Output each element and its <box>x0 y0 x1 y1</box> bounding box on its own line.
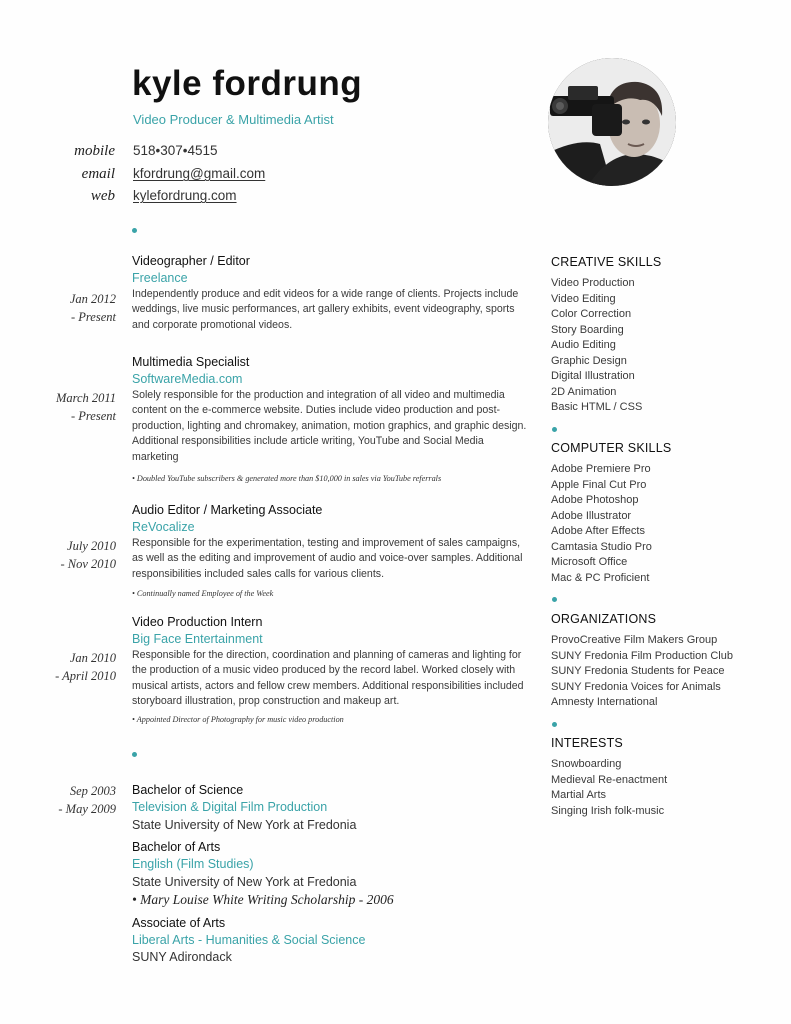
job-achievement: • Continually named Employee of the Week <box>132 589 274 598</box>
creative-skills-list <box>551 276 642 416</box>
job-description: Responsible for the experimentation, testing and improvement of sales campaigns, as well as the editing and improvement of audio and voice-over samples. Additional responsibilities included sales calls for various clients. <box>132 537 523 580</box>
degree-major: Television & Digital Film Production <box>132 800 328 814</box>
list-item: Microsoft Office <box>551 556 628 568</box>
portrait-photo <box>548 58 676 186</box>
job-date: March 2011 - Present <box>55 391 116 423</box>
job-org: SoftwareMedia.com <box>132 372 243 386</box>
list-item: Basic HTML / CSS <box>551 401 643 413</box>
list-item: SUNY Fredonia Voices for Animals <box>551 680 721 693</box>
list-item: Story Boarding <box>551 323 624 336</box>
degree-school: State University of New York at Fredonia <box>132 818 357 832</box>
interests-heading: INTERESTS <box>551 736 623 750</box>
list-item: Adobe Photoshop <box>551 494 639 506</box>
list-item: Video Production <box>551 277 635 289</box>
job-title: Videographer / Editor <box>132 254 250 268</box>
section-divider-dot <box>552 722 557 727</box>
section-divider-dot <box>552 597 557 602</box>
job-achievement: • Doubled YouTube subscribers & generated more than $10,000 in sales via YouTube referrals <box>132 474 442 483</box>
degree-title: Bachelor of Science <box>132 783 244 797</box>
list-item: Adobe After Effects <box>551 525 645 537</box>
job-achievement: • Appointed Director of Photography for music video production <box>132 715 344 724</box>
portrait-image <box>548 58 676 186</box>
list-item: Graphic Design <box>551 354 627 367</box>
job-org: Freelance <box>132 271 188 285</box>
section-divider-dot <box>132 752 137 757</box>
list-item: Camtasia Studio Pro <box>551 540 652 553</box>
web-link[interactable]: kylefordrung.com <box>133 188 237 203</box>
scholarship-note: • Mary Louise White Writing Scholarship - 2006 <box>132 892 394 907</box>
section-divider-dot <box>552 427 557 432</box>
interests-list <box>551 757 667 819</box>
list-item: SUNY Fredonia Students for Peace <box>551 665 725 677</box>
list-item: Mac & PC Proficient <box>551 571 650 584</box>
degree-major: Liberal Arts - Humanities & Social Science <box>132 933 366 947</box>
job-org: ReVocalize <box>132 520 195 534</box>
list-item: Color Correction <box>551 308 632 320</box>
job-org: Big Face Entertainment <box>132 632 263 646</box>
job-title: Multimedia Specialist <box>132 355 250 369</box>
list-item: SUNY Fredonia Film Production Club <box>551 649 733 662</box>
resume-name: kyle fordrung <box>132 64 363 103</box>
organizations-heading: ORGANIZATIONS <box>551 612 657 626</box>
list-item: Video Editing <box>551 292 616 305</box>
job-date: Jan 2010 - April 2010 <box>55 651 116 683</box>
list-item: Digital Illustration <box>551 370 635 382</box>
list-item: Snowboarding <box>551 758 622 770</box>
computer-skills-list <box>551 462 652 586</box>
mobile-label: mobile <box>74 143 115 159</box>
list-item: Adobe Premiere Pro <box>551 463 651 475</box>
list-item: Adobe Illustrator <box>551 509 632 522</box>
creative-skills-heading: CREATIVE SKILLS <box>551 255 662 269</box>
email-link[interactable]: kfordrung@gmail.com <box>133 166 266 181</box>
email-label: email <box>81 166 115 182</box>
degree-school: SUNY Adirondack <box>132 950 232 964</box>
section-divider-dot <box>132 228 137 233</box>
list-item: Martial Arts <box>551 789 607 801</box>
degree-major: English (Film Studies) <box>132 857 254 871</box>
education-date: Sep 2003 - May 2009 <box>58 784 116 816</box>
list-item: Medieval Re-enactment <box>551 773 668 786</box>
list-item: ProvoCreative Film Makers Group <box>551 634 718 646</box>
job-date: July 2010 - Nov 2010 <box>60 539 116 571</box>
degree-title: Associate of Arts <box>132 916 226 930</box>
resume-tagline: Video Producer & Multimedia Artist <box>133 112 334 127</box>
job-description: Independently produce and edit videos for a wide range of clients. Projects include weddings, live music performances, art gallery exhibits, event videography, sports and corporate promotional videos. <box>132 288 519 331</box>
organizations-list <box>551 633 733 711</box>
web-label: web <box>90 188 115 204</box>
job-description: Responsible for the direction, coordination and planning of cameras and lighting for the production of a music video produced by the record label. Worked closely with musical artists, actors and fellow crew members. Additional responsibilities included storyboard illustration, prop construction and makeup art. <box>132 649 524 708</box>
list-item: Singing Irish folk-music <box>551 804 665 817</box>
job-date: Jan 2012 - Present <box>69 292 116 324</box>
degree-title: Bachelor of Arts <box>132 840 221 854</box>
mobile-value: 518•307•4515 <box>133 143 218 158</box>
list-item: 2D Animation <box>551 385 617 398</box>
list-item: Amnesty International <box>551 696 658 708</box>
list-item: Apple Final Cut Pro <box>551 478 647 491</box>
computer-skills-heading: COMPUTER SKILLS <box>551 441 672 455</box>
job-description: Solely responsible for the production and integration of all video and multimedia content on the e-commerce website. Duties include video production and post-production, lighting and chromakey, animation, motion graphics, and graphic design. Additional responsibilities include article writing, YouTube and Social Media marketing <box>132 389 527 463</box>
job-title: Video Production Intern <box>132 615 263 629</box>
list-item: Audio Editing <box>551 339 616 351</box>
degree-school: State University of New York at Fredonia <box>132 875 357 889</box>
job-title: Audio Editor / Marketing Associate <box>132 503 323 517</box>
